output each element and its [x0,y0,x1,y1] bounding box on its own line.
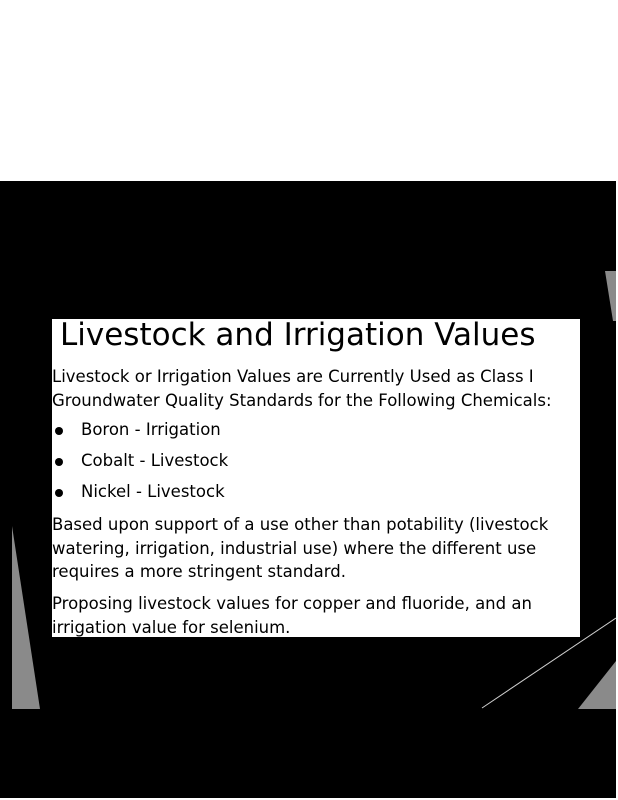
list-item-label: Nickel - Livestock [81,482,225,501]
slide-title: Livestock and Irrigation Values [60,317,536,353]
proposal-paragraph: Proposing livestock values for copper and fluoride, and an irrigation value for selenium. [52,594,532,637]
bottom-right-gray-wedge [578,661,616,709]
support-paragraph: Based upon support of a use other than potability (livestock watering, irrigation, industrial use) where the different use requires a more stringent standard. [52,515,549,581]
bullet-dot-icon [55,489,63,497]
slide-content-box [52,319,580,637]
left-gray-wedge [12,526,40,709]
presentation-slide [0,181,616,798]
bullet-dot-icon [55,458,63,466]
intro-paragraph: Livestock or Irrigation Values are Currently Used as Class I Groundwater Quality Standards for the Following Chemicals: [52,367,552,410]
top-right-gray-wedge [605,271,616,321]
bullet-dot-icon [55,427,63,435]
list-item-label: Cobalt - Livestock [81,451,229,470]
list-item-label: Boron - Irrigation [81,420,221,439]
